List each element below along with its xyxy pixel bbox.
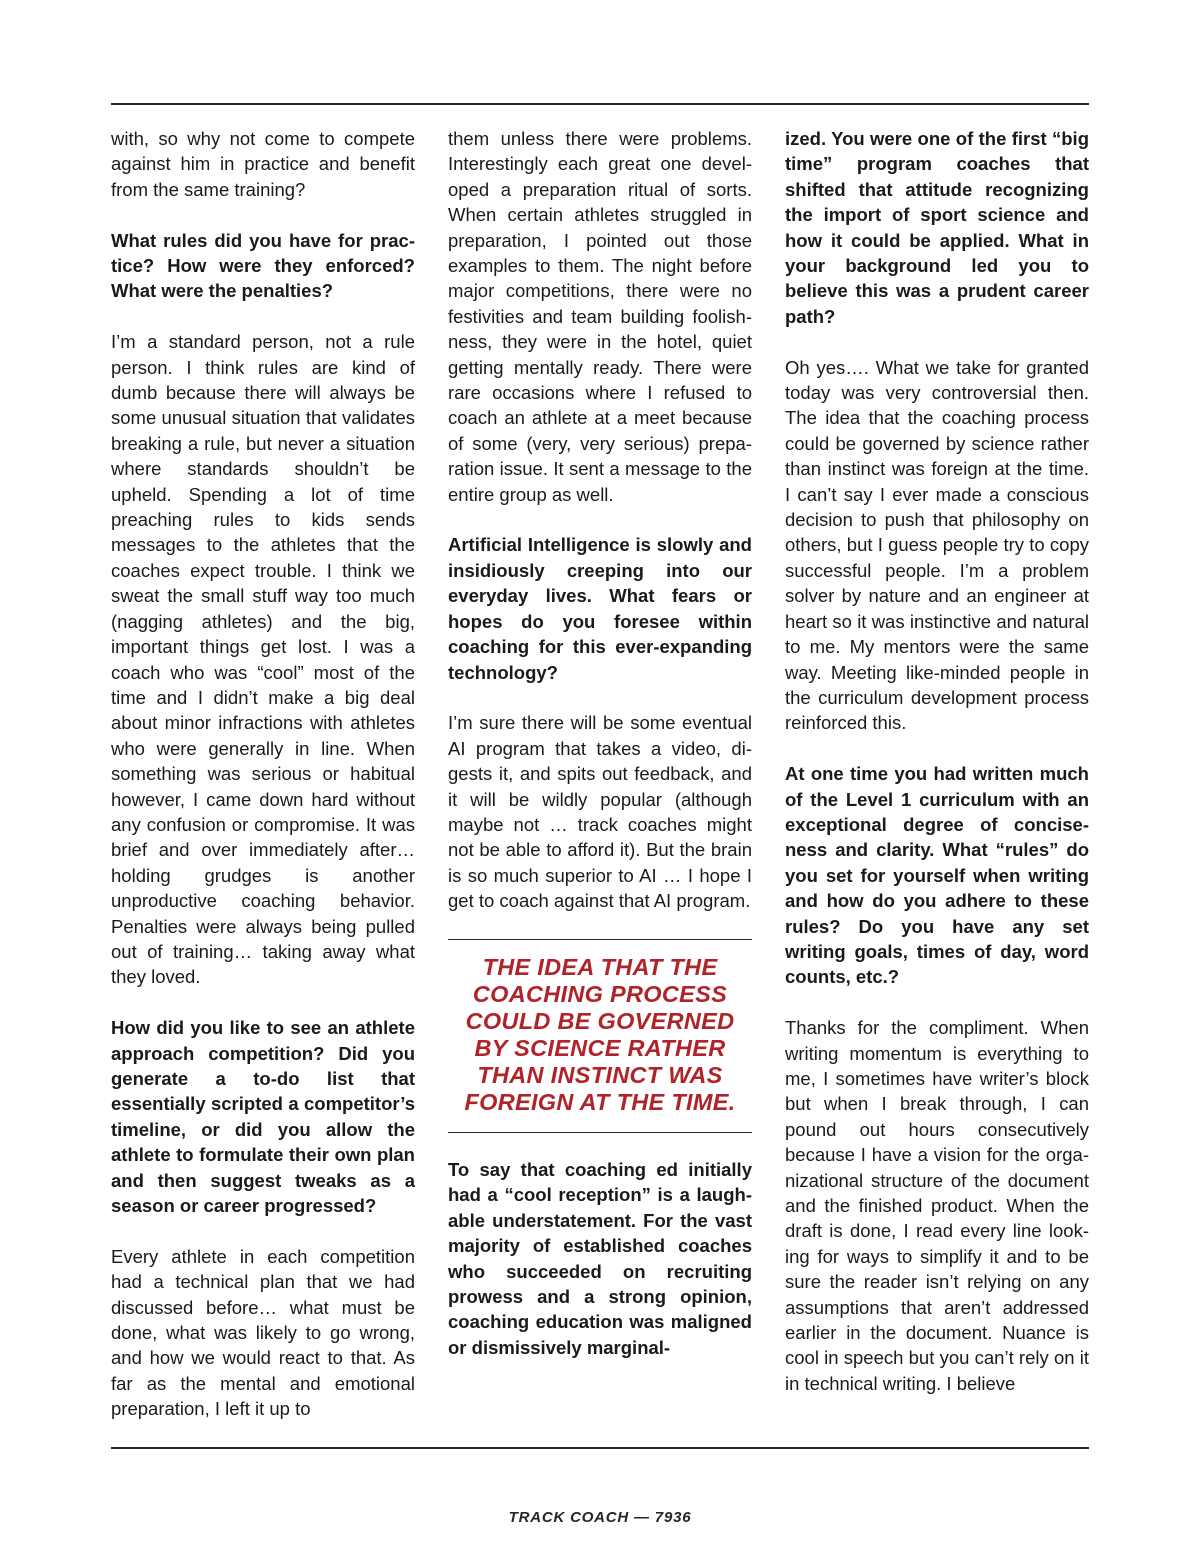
- top-rule: [111, 103, 1089, 105]
- question-paragraph: To say that coaching ed initially had a “cool reception” is a laughable understatement. For the vast majority of established coaches who succeeded on recruiting prowess and a strong opinion, coaching education was maligned or dismissively marginal-: [448, 1158, 752, 1358]
- answer-paragraph: Every athlete in each competition had a technical plan that we had discussed before… what must be done, what was likely to go wrong, and how we would react to that. As far as the mental and emotional preparation, I left it up to: [111, 1245, 415, 1420]
- column-2: [448, 126, 752, 1386]
- page-footer: TRACK COACH — 7936: [508, 1509, 692, 1526]
- answer-paragraph: with, so why not come to compete against him in practice and benefit from the same training?: [111, 128, 415, 200]
- column-3: [785, 126, 1089, 1422]
- question-paragraph: ized. You were one of the first “big time” program coaches that shifted that attitude recognizing the import of sport science and how it could be applied. What in your background led you to believe this was a prudent career path?: [785, 128, 1089, 327]
- column-1: [111, 126, 415, 1447]
- question-paragraph: At one time you had written much of the Level 1 curriculum with an exceptional degree of conciseness and clarity. What “rules” do you set for yourself when writing and how do you adhere to these rules? Do you have any set writing goals, times of day, word counts, etc.?: [785, 763, 1089, 988]
- answer-paragraph: I’m sure there will be some eventual AI program that takes a video, digests it, and spits out feedback, and it will be wildly popular (although maybe not … track coaches might not be able to afford it). But the brain is so much superior to AI … I hope I get to coach against that AI program.: [448, 712, 752, 912]
- answer-paragraph: Oh yes…. What we take for granted today was very controversial then. The idea that the coaching process could be governed by science rather than instinct was foreign at the time. I can’t say I ever made a conscious decision to push that philosophy on others, but I guess people try to copy successful people. I’m a problem solver by nature and an engineer at heart so it was instinctive and natural to me. My mentors were the same way. Meeting like-minded people in the curriculum development process reinforced this.: [785, 356, 1089, 734]
- answer-paragraph: I’m a standard person, not a rule person. I think rules are kind of dumb because there will always be some unusual situation that validates breaking a rule, but never a situation where standards shouldn’t be upheld. Spending a lot of time preaching rules to kids sends messages to the athletes that the coaches expect trouble. I think we sweat the small stuff way too much (nagging athletes) and the big, important things get lost. I was a coach who was “cool” most of the time and I didn’t make a big deal about minor infractions with athletes who were generally in line. When something was serious or habitual however, I came down hard without any confusion or compromise. It was brief and over immediately after… holding grudges is another unproductive coaching behavior. Penalties were always being pulled out of training… taking away what they loved.: [111, 331, 415, 988]
- question-paragraph: What rules did you have for practice? How were they enforced? What were the penalties?: [111, 229, 415, 302]
- answer-paragraph: Thanks for the compliment. When writing momentum is everything to me, I sometimes have writer’s block but when I break through, I can pound out hours consecutively because I have a vision for the organizational structure of the document and the finished product. When the draft is done, I read every line looking for ways to simplify it and to be sure the reader isn’t relying on any assumptions that aren’t addressed earlier in the document. Nuance is cool in speech but you can’t rely on it in technical writing. I believe: [785, 1017, 1089, 1394]
- question-paragraph: Artificial Intelligence is slowly and insidiously creeping into our everyday lives. What fears or hopes do you foresee within coaching for this ever-expanding technology?: [448, 534, 752, 683]
- answer-paragraph: them unless there were problems. Interestingly each great one developed a preparation ritual of sorts. When certain athletes struggled in preparation, I pointed out those examples to them. The night before major competitions, there were no festivities and team building foolishness, they were in the hotel, quiet getting mentally ready. There were rare occasions where I refused to coach an athlete at a meet because of some (very, very serious) preparation issue. It sent a message to the entire group as well.: [448, 128, 752, 505]
- bottom-rule: [111, 1447, 1089, 1449]
- pull-quote: THE IDEA THAT THE COACHING PROCESS COULD BE GOVERNED BY SCIENCE RATHER THAN INSTINCT WAS FOREIGN AT THE TIME.: [448, 939, 752, 1133]
- question-paragraph: How did you like to see an athlete approach competition? Did you generate a to-do list that essentially scripted a competitor’s timeline, or did you allow the athlete to formulate their own plan and then suggest tweaks as a season or career progressed?: [111, 1017, 415, 1217]
